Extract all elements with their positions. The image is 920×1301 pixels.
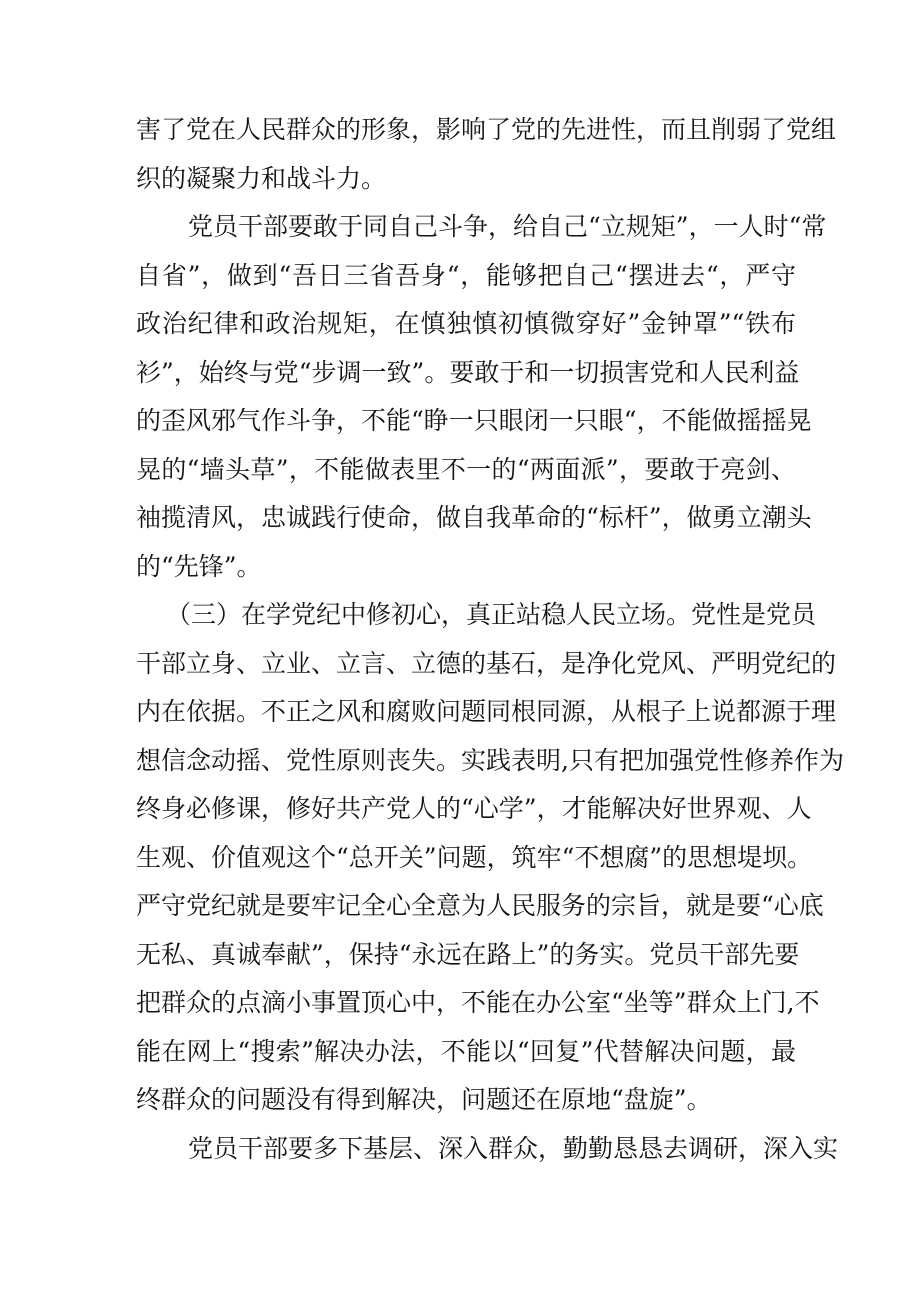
paragraph-line: 无私、真诚奉献”，保持“永远在路上”的务实。党员干部先要	[136, 939, 800, 969]
paragraph-line: 的“先锋”。	[136, 551, 262, 581]
paragraph-line: 能在网上“搜索”解决办法，不能以“回复”代替解决问题，最	[136, 1036, 796, 1066]
paragraph-line: 党员干部要敢于同自己斗争，给自己“立规矩”，一人时“常	[188, 212, 827, 241]
section-heading-line: （三）在学党纪中修初心，真正站稳人民立场。党性是党员	[166, 600, 817, 629]
paragraph-line: 严守党纪就是要牢记全心全意为人民服务的宗旨，就是要“心底	[136, 891, 824, 920]
paragraph-line: 的歪风邪气作斗争，不能“睁一只眼闭一只眼“，不能做摇摇晃	[136, 406, 812, 435]
paragraph-line: 干部立身、立业、立言、立德的基石，是净化党风、严明党纪的	[136, 648, 837, 678]
paragraph-line: 把群众的点滴小事置顶心中，不能在办公室“坐等”群众上门,不	[136, 988, 820, 1017]
paragraph-line: 政治纪律和政治规矩，在慎独慎初慎微穿好”金钟罩”“铁布	[136, 309, 796, 338]
paragraph-line: 织的凝聚力和战斗力。	[136, 163, 387, 193]
paragraph-line: 想信念动摇、党性原则丧失。实践表明,只有把加强党性修养作为	[136, 745, 844, 775]
paragraph-line: 内在依据。不正之风和腐败问题同根同源，从根子上说都源于理	[136, 697, 837, 726]
paragraph-line: 党员干部要多下基层、深入群众，勤勤恳恳去调研，深入实	[188, 1133, 839, 1163]
paragraph-line: 晃的“墙头草”，不能做表里不一的“两面派”，要敢于亮剑、	[136, 454, 796, 484]
paragraph-line: 终群众的问题没有得到解决，问题还在原地“盘旋”。	[136, 1085, 712, 1114]
paragraph-line: 衫”，始终与党“步调一致”。要敢于和一切损害党和人民利益	[136, 357, 800, 387]
paragraph-line: 袖揽清风，忠诚践行使命，做自我革命的“标杆”，做勇立潮头	[136, 503, 812, 532]
paragraph-line: 害了党在人民群众的形象，影响了党的先进性，而且削弱了党组	[136, 115, 837, 144]
paragraph-line: 终身必修课，修好共产党人的“心学”，才能解决好世界观、人	[136, 794, 812, 823]
document-body	[136, 106, 844, 1173]
paragraph-line: 生观、价值观这个“总开关”问题，筑牢“不想腐”的思想堤坝。	[136, 842, 813, 872]
paragraph-line: 自省”，做到“吾日三省吾身“，能够把自己“摆进去“，严守	[136, 260, 796, 290]
